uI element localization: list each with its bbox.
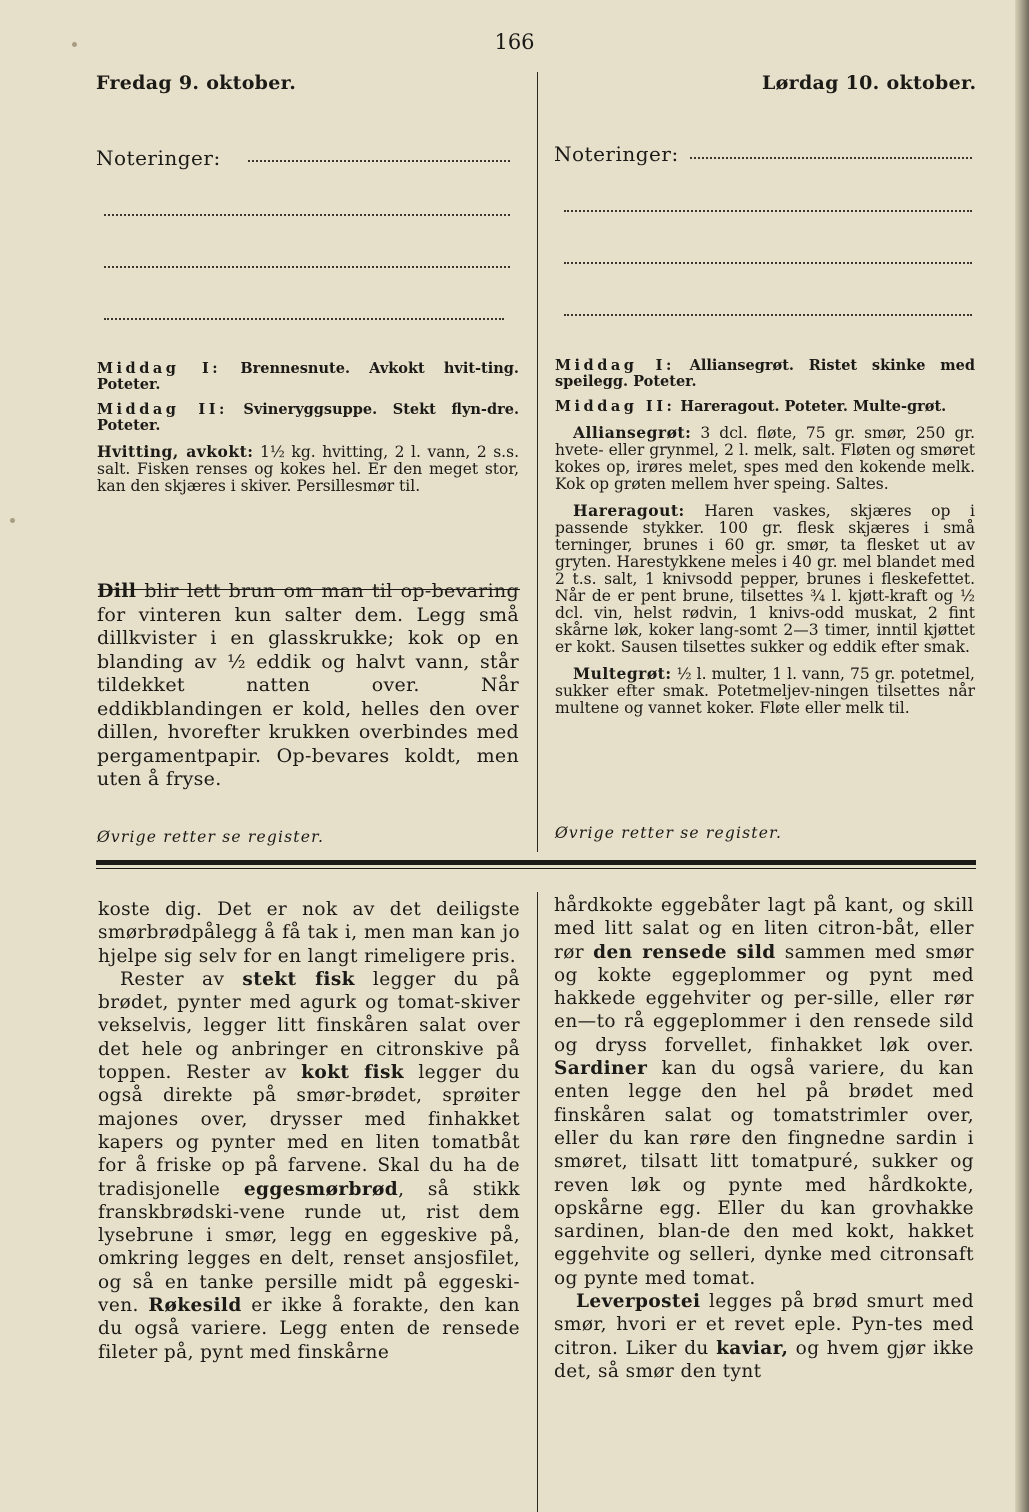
text-bottom-left-p2-f: er ikke å forakte, den kan du også variere. Legg enten de rensede fileter på, pynt med finskårne [98, 1295, 520, 1363]
column-divider-bottom [537, 892, 538, 1512]
text-right-recipe3-text: ½ l. multer, 1 l. vann, 75 gr. potetmel, sukker efter smak. Potetmeljev-ningen tilsettes når multene og vannet koker. Fløte eller melk til. [555, 665, 975, 717]
page-separator-thin-rule [96, 868, 976, 869]
text-left-middag2-text: Svineryggsuppe. Stekt flyn-dre. Poteter. [97, 401, 519, 434]
text-right-recipe1-title: Alliansegrøt: [573, 423, 692, 442]
text-bottom-left-p2-b3: eggesmørbrød [243, 1178, 399, 1200]
left-notes-line-4[interactable] [104, 318, 504, 320]
text-bottom-right-p1-d: kan du også variere, du kan enten legge den hel på brødet med finskåren salat og tomatstrimler over, eller du kan røre den fingnedne sardin i smøret, tilsatt litt tomatpuré, sukker og reven løk og pynte med hårdkokte, opskårne egg. Eller du kan grovhakke sardinen, blan-de den med kokt, hakket eggehvite og selleri, dynke med citronsaft og pynte med tomat. [554, 1058, 974, 1289]
left-recipe-hvitting [97, 443, 519, 495]
text-left-middag2-label: Middag II: [97, 401, 228, 418]
right-notes-label: Noteringer: [554, 142, 679, 166]
bottom-left-paragraph-2 [98, 968, 520, 1364]
left-dill-tip [97, 580, 519, 792]
left-notes-line-1[interactable] [248, 160, 510, 162]
text-bottom-left-p2-b2: kokt fisk [301, 1062, 404, 1084]
text-right-middag1-text: Alliansegrøt. Ristet skinke med speilegg. Poteter. [555, 357, 975, 390]
left-notes-label: Noteringer: [96, 146, 221, 170]
right-menu [555, 358, 975, 726]
text-right-middag1-label: Middag I: [555, 357, 675, 374]
text-bottom-left-p2-c: legger du på brødet, pynter med agurk og tomat-skiver vekselvis, legger litt finskåren salat over det hele og anbringer en citronskive på toppen. Rester av [98, 968, 520, 1084]
column-divider-top [537, 72, 538, 852]
text-bottom-right-p1-c: sammen med smør og kokte eggeplommer og pynt med hakkede eggehviter og per-sille, eller rør en—to rå eggeplommer i den rensede sild og dryss forvellet, finhakket løk over. [554, 941, 974, 1056]
text-bottom-right-p1-b2: Sardiner [554, 1058, 648, 1080]
text-left-middag1-text: Brennesnute. Avkokt hvit-ting. Poteter. [97, 360, 519, 393]
text-bottom-left-p2-a: Rester av [120, 968, 243, 990]
bottom-right-paragraph-2 [554, 1290, 974, 1383]
text-right-recipe1-text: 3 dcl. fløte, 75 gr. smør, 250 gr. hvete- eller grynmel, 2 l. melk, salt. Fløten og smøret kokes op, irøres melet, spes med den kokende melk. Kok op grøten mellem hver speing. Saltes. [555, 424, 976, 493]
text-left-tip-text: blir lett brun om man til op-bevaring for vinteren kun salter dem. Legg små dillkvister i en glasskrukke; kok op en blanding av ½ eddik og halvt vann, står tildekket natten over. Når eddikblandingen er kold, helles den over dillen, hvorefter krukken overbindes med pergamentpapir. Op-bevares koldt, men uten å fryse. [97, 580, 519, 790]
text-right-recipe3-title: Multegrøt: [573, 664, 672, 683]
page-edge-shadow [1015, 0, 1029, 1512]
right-notes-line-4[interactable] [564, 314, 972, 316]
page-separator-rule [96, 860, 976, 865]
text-bottom-right-p2-c: og hvem gjør ikke det, så smør den tynt [554, 1337, 974, 1382]
text-bottom-right-p1-a: hårdkokte eggebåter lagt på kant, og skill med litt salat og en liten citron-båt, eller rør [554, 895, 974, 963]
bottom-right-paragraph-1 [554, 894, 974, 1290]
paper-speck [10, 518, 15, 523]
right-middag-1 [555, 358, 975, 390]
text-bottom-right-p1-b1: den rensede sild [593, 941, 776, 963]
right-notes-line-2[interactable] [564, 210, 972, 212]
text-left-tip-lead: Dill [97, 580, 137, 602]
text-right-recipe2-title: Hareragout: [573, 501, 685, 520]
bottom-left-paragraph-1: koste dig. Det er nok av det deiligste smørbrødpålegg å få tak i, men man kan jo hjelpe sig selv for en langt rimeligere pris. [98, 899, 520, 967]
text-left-recipe-title: Hvitting, avkokt: [97, 442, 254, 461]
right-recipe-multegrot [555, 665, 975, 717]
text-bottom-right-p2-b: Leverpostei [576, 1291, 701, 1313]
right-recipe-alliansegrot [555, 424, 975, 493]
right-notes-line-3[interactable] [564, 262, 972, 264]
right-recipe-hareragout [555, 502, 975, 656]
right-middag-2 [555, 399, 975, 415]
right-day-heading: Lørdag 10. oktober. [762, 72, 977, 94]
text-left-middag1-label: Middag I: [97, 360, 222, 377]
left-menu [97, 361, 519, 504]
page-number: 166 [494, 30, 535, 54]
left-other-dishes: Øvrige retter se register. [97, 828, 325, 846]
text-bottom-right-p2-b2: kaviar, [716, 1337, 789, 1359]
left-middag-1 [97, 361, 519, 393]
right-notes-line-1[interactable] [690, 157, 972, 159]
bottom-left-text [98, 898, 520, 1364]
left-day-heading: Fredag 9. oktober. [96, 72, 297, 94]
text-left-recipe-text: 1½ kg. hvitting, 2 l. vann, 2 s.s. salt. Fisken renses og kokes hel. Er den meget stor, kan den skjæres i skiver. Persillesmør til. [97, 443, 519, 495]
text-bottom-right-p2-a: legges på brød smurt med smør, hvori er et revet eple. Pyn-tes med citron. Liker du [554, 1291, 974, 1359]
right-other-dishes: Øvrige retter se register. [555, 824, 783, 842]
text-bottom-left-p2-d: legger du også direkte på smør-brødet, sprøiter majones over, drysser med finhakket kapers og pynter med en liten tomatbåt for å friske op på farvene. Skal du ha de tradisjonelle [98, 1062, 521, 1200]
text-right-middag2-label: Middag II: [555, 398, 676, 415]
text-bottom-left-p2-b1: stekt fisk [242, 968, 355, 990]
text-bottom-left-p2-e: , så stikk franskbrødski-vene runde ut, rist dem lysebrune i smør, legg en eggeskive på, omkring legges en delt, renset ansjosfilet, og så en tanke persille midt på eggeski-ven. [98, 1178, 520, 1317]
left-notes-line-2[interactable] [104, 214, 510, 216]
left-middag-2 [97, 402, 519, 434]
text-right-recipe2-text: Haren vaskes, skjæres op i passende stykker. 100 gr. flesk skjæres i små terninger, brunes i 60 gr. smør, ta flesket ut av gryten. Harestykkene meles i 40 gr. mel blandet med 2 t.s. salt, 1 knivsodd pepper, brunes i fleskefettet. Når de er pent brune, tilsettes ¾ l. kjøtt-kraft og ½ dcl. vin, helst rødvin, 1 knivs-odd muskat, 2 fint skårne løk, koker lang-somt 2—3 timer, inntil kjøttet er kokt. Sausen tilsettes sukker og eddik efter smak. [555, 502, 975, 656]
text-right-middag2-text: Hareragout. Poteter. Multe-grøt. [680, 398, 947, 415]
text-bottom-left-p2-b4: Røkesild [148, 1295, 242, 1317]
left-notes-line-3[interactable] [104, 266, 510, 268]
bottom-right-text [554, 894, 974, 1383]
